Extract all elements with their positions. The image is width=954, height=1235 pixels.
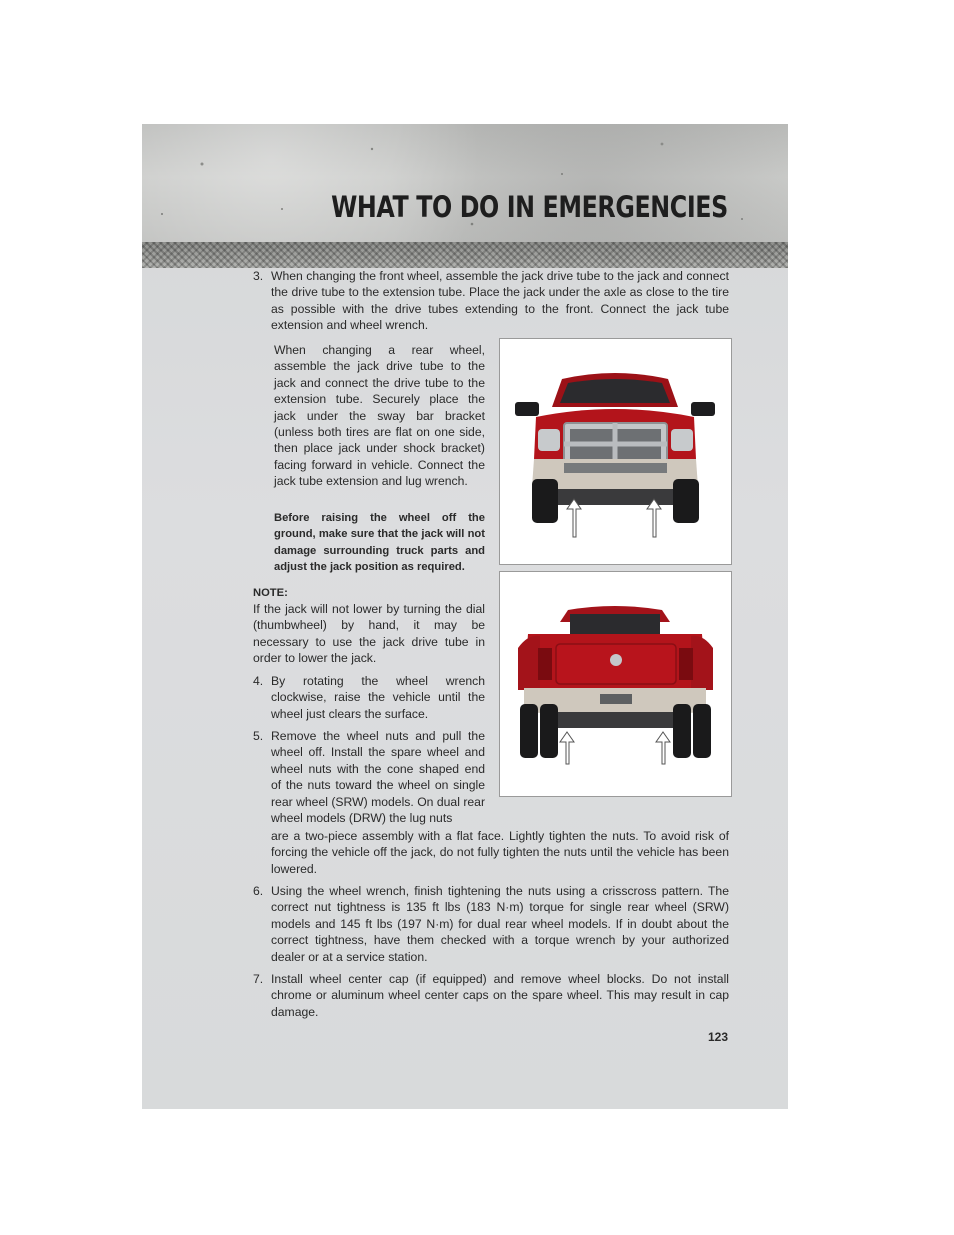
step-3-number: 3. [253, 269, 264, 283]
caution-text: Before raising the wheel off the ground, make sure that the jack will not damage surrounding truck parts and adjust the jack position as required. [274, 512, 485, 574]
step-6-text: Using the wheel wrench, finish tightening the nuts using a crisscross pattern. The correct nut tightness is 135 ft lbs (183 N·m) torque for single rear wheel (SRW) models and 145 ft lbs (197 N·m) for dual rear wheel models. If in doubt about the correct tightness, have them checked with a torque wrench by your authorized dealer or at a service station. [271, 884, 729, 964]
step-5-text-a: Remove the wheel nuts and pull the wheel off. Install the spare wheel and wheel nuts with the cone shaped end of the nuts toward the wheel on single rear wheel (SRW) models. On dual rear wheel models (DRW) the lug nuts [271, 729, 485, 826]
step-7-text: Install wheel center cap (if equipped) and remove wheel blocks. Do not install chrome or aluminum wheel center caps on the spare wheel. This may result in cap damage. [271, 972, 729, 1019]
header-band [142, 242, 788, 268]
rear-truck-illustration [500, 572, 731, 796]
front-truck-illustration [500, 339, 731, 564]
step-5-text-b: are a two-piece assembly with a flat face. Lightly tighten the nuts. To avoid risk of forcing the vehicle off the jack, do not fully tighten the nuts until the vehicle has been lowered. [271, 829, 729, 876]
step-5-number: 5. [253, 729, 264, 743]
page-title: WHAT TO DO IN EMERGENCIES [331, 190, 728, 224]
step-7-number: 7. [253, 972, 264, 986]
step-4-text: By rotating the wheel wrench clockwise, raise the vehicle until the wheel just clears the surface. [271, 674, 485, 721]
stone-texture [142, 124, 788, 242]
step-4-number: 4. [253, 674, 264, 688]
step-3-text: When changing the front wheel, assemble the jack drive tube to the jack and connect the drive tube to the extension tube. Place the jack under the axle as close to the tire as possible with the drive tubes extending to the front. Connect the jack tube extension and wheel wrench. [271, 269, 729, 333]
step-6-number: 6. [253, 884, 264, 898]
page-number: 123 [708, 1030, 729, 1044]
rear-jack-position-image [499, 571, 732, 797]
note-label: NOTE: [253, 587, 288, 599]
rear-wheel-text: When changing a rear wheel, assemble the jack drive tube to the jack and connect the drive tube to the extension tube. Securely place the jack under the sway bar bracket (unless both tires are flat on one side, then place jack under shock bracket) facing forward in vehicle. Connect the jack tube extension and lug wrench. [274, 343, 485, 489]
front-jack-position-image [499, 338, 732, 565]
section-header [142, 124, 788, 242]
note-text: If the jack will not lower by turning the dial (thumbwheel) by hand, it may be necessary to use the jack drive tube in order to lower the jack. [253, 602, 485, 666]
